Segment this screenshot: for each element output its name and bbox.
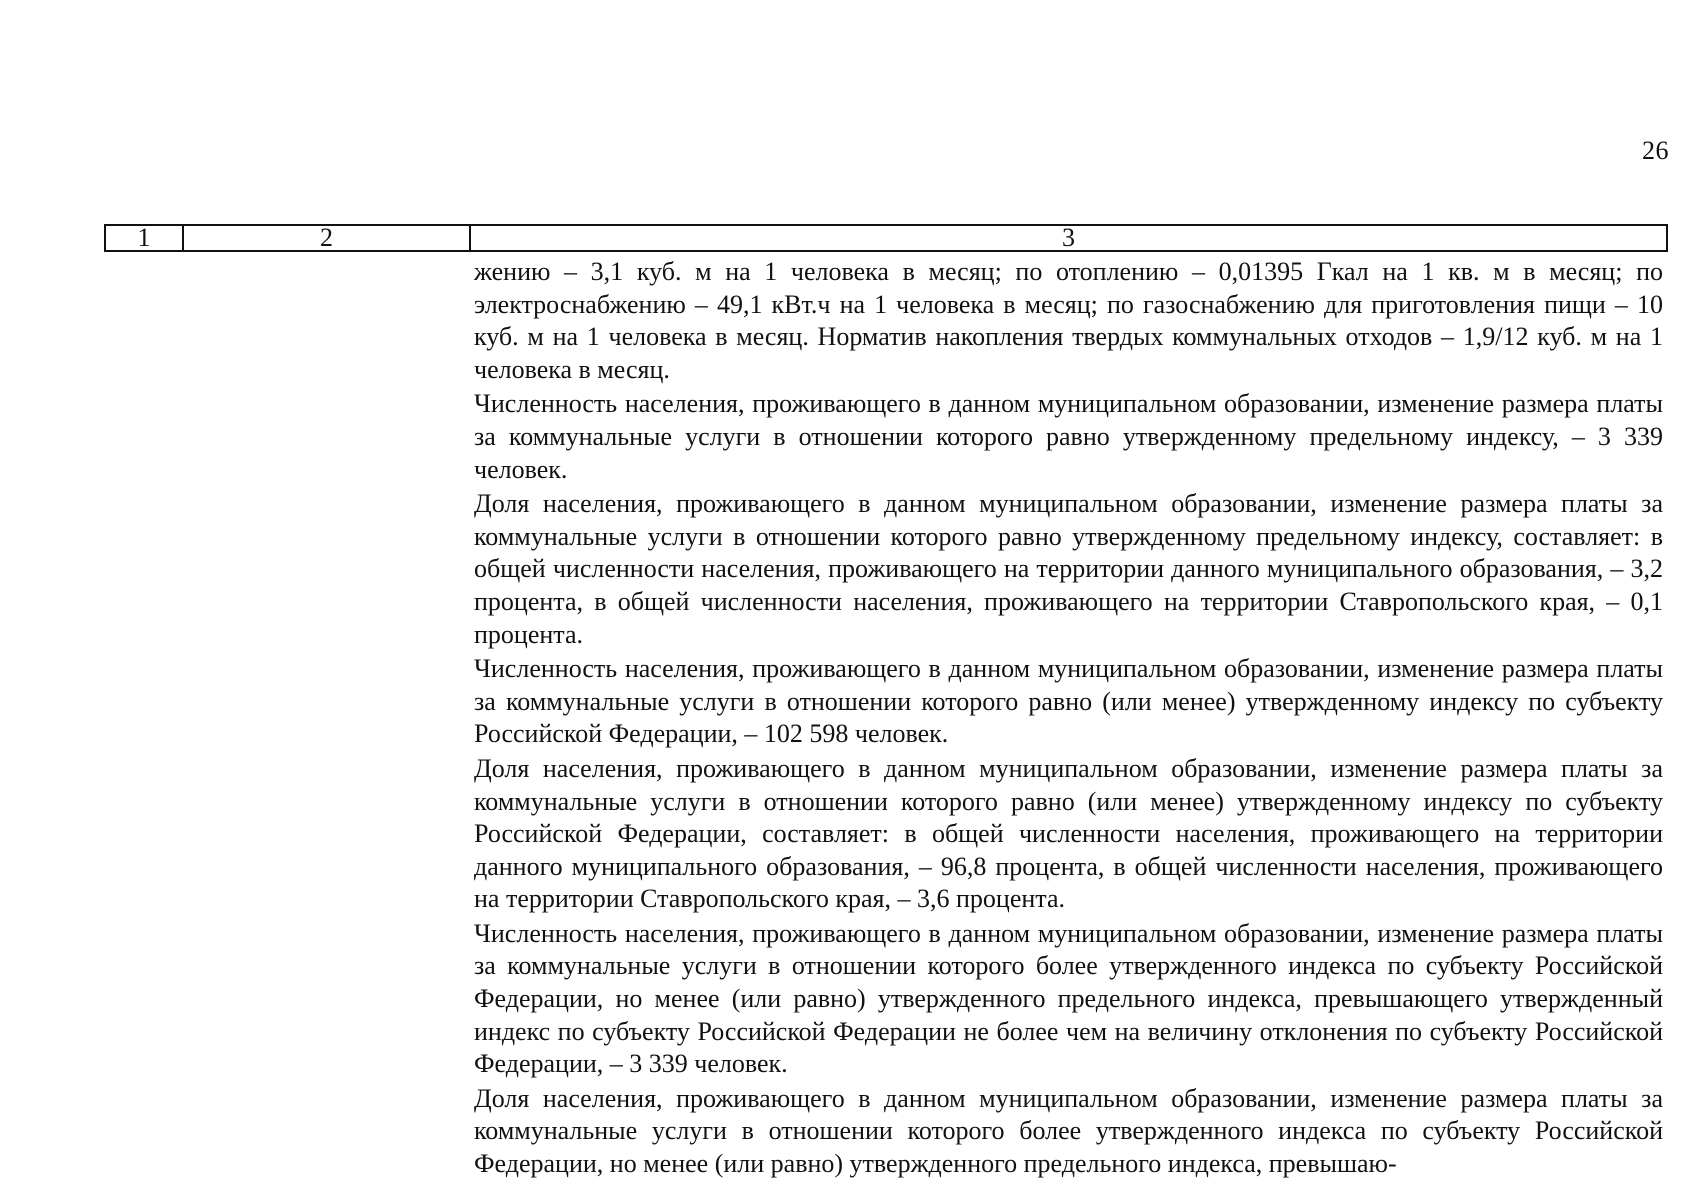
document-body: [474, 256, 1663, 1183]
table-column-header: [104, 224, 1668, 252]
paragraph: Численность населения, проживающего в данном муниципальном образовании, изменение размера платы за коммунальные услуги в отношении которого более утвержденного индекса по субъекту Российской Федерации, но менее (или равно) утвержденного предельного индекса, превышающего утвержденный индекс по субъекту Российской Федерации не более чем на величину отклонения по субъекту Российской Федерации, – 3 339 человек.: [474, 918, 1663, 1079]
paragraph: жению – 3,1 куб. м на 1 человека в месяц; по отоплению – 0,01395 Гкал на 1 кв. м в месяц; по электроснабжению – 49,1 кВт.ч на 1 человека в месяц; по газоснабжению для приготовления пищи – 10 куб. м на 1 человека в месяц. Норматив накопления твердых коммунальных отходов – 1,9/12 куб. м на 1 человека в месяц.: [474, 257, 1663, 384]
column-number-3: 3: [1062, 223, 1075, 252]
page-number: 26: [1642, 136, 1669, 165]
paragraph: Доля населения, проживающего в данном муниципальном образовании, изменение размера платы за коммунальные услуги в отношении которого более утвержденного индекса по субъекту Российской Федерации, но менее (или равно) утвержденного предельного индекса, превышаю-: [474, 1083, 1663, 1179]
column-number-2: 2: [184, 226, 471, 250]
column-number-1: 1: [106, 226, 184, 250]
paragraph: Доля населения, проживающего в данном муниципальном образовании, изменение размера платы за коммунальные услуги в отношении которого равно (или менее) утвержденному индексу по субъекту Российской Федерации, составляет: в общей численности населения, проживающего на территории данного муниципального образования, – 96,8 процента, в общей численности населения, проживающего на территории Ставропольского края, – 3,6 процента.: [474, 753, 1663, 914]
paragraph: Численность населения, проживающего в данном муниципальном образовании, изменение размера платы за коммунальные услуги в отношении которого равно утвержденному предельному индексу, – 3 339 человек.: [474, 389, 1663, 484]
paragraph: Доля населения, проживающего в данном муниципальном образовании, изменение размера платы за коммунальные услуги в отношении которого равно утвержденному предельному индексу, составляет: в общей численности населения, проживающего на территории данного муниципального образования, – 3,2 процента, в общей численности населения, проживающего на территории Ставропольского края, – 0,1 процента.: [474, 489, 1663, 649]
paragraph: Численность населения, проживающего в данном муниципальном образовании, изменение размера платы за коммунальные услуги в отношении которого равно (или менее) утвержденному индексу по субъекту Российской Федерации, – 102 598 человек.: [474, 654, 1663, 749]
